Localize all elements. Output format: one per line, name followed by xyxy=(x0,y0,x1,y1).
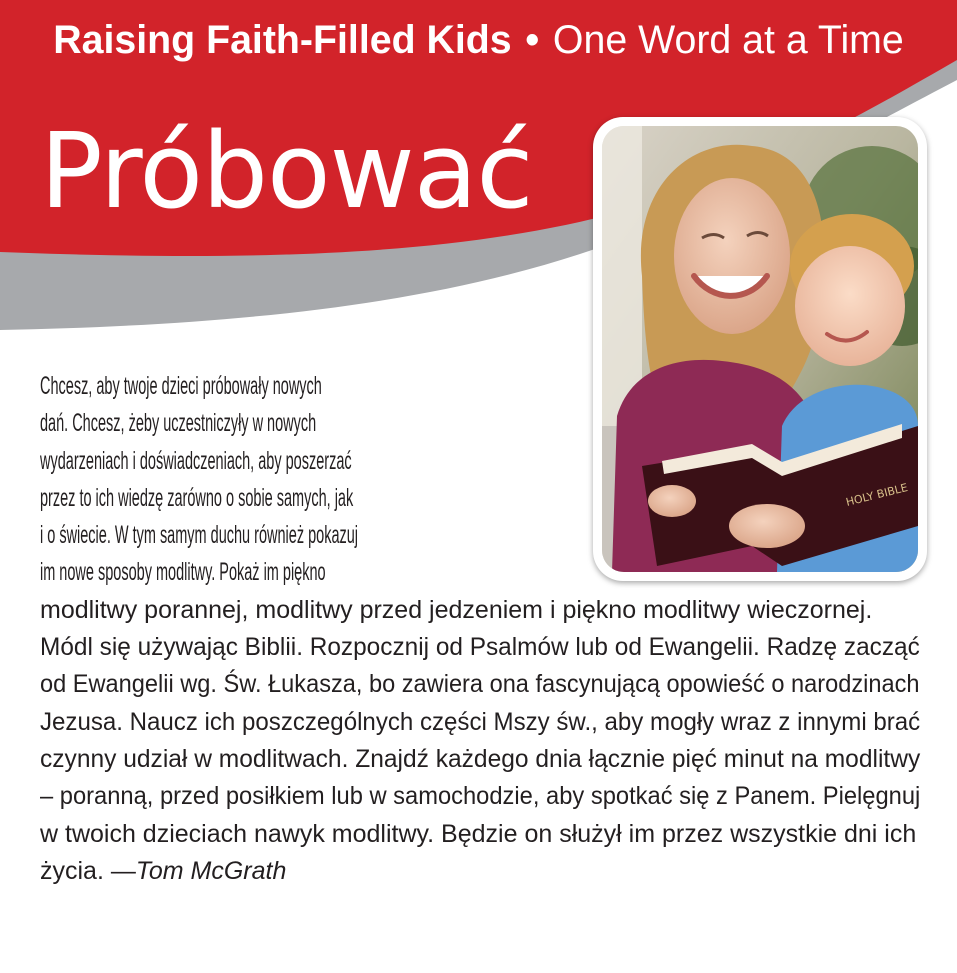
body-line: Módl się używając Biblii. Rozpocznij od Psalmów lub od Ewangelii. Radzę zacząć xyxy=(40,633,920,662)
body-line: w twoich dzieciach nawyk modlitwy. Będzie on służył im przez wszystkie dni ich xyxy=(40,819,917,848)
body-line: przez to ich wiedzę zarówno o sobie samych, jak xyxy=(40,483,354,512)
series-title xyxy=(9,18,949,63)
body-line: czynny udział w modlitwach. Znajdź każdego dnia łącznie pięć minut na modlitwy xyxy=(40,744,921,773)
body-line: Chcesz, aby twoje dzieci próbowały nowych xyxy=(40,372,322,400)
body-line: dań. Chcesz, żeby uczestniczyły w nowych xyxy=(40,409,317,438)
article-body xyxy=(40,368,920,890)
body-line: modlitwy porannej, modlitwy przed jedzeniem i piękno modlitwy wieczornej. xyxy=(40,595,873,624)
series-title-secondary: One Word at a Time xyxy=(552,18,904,62)
book-cover-text: HOLY BIBLE xyxy=(844,480,910,509)
series-title-primary: Raising Faith-Filled Kids xyxy=(53,18,512,62)
body-line-final-text: życia. — xyxy=(40,856,136,885)
body-line: wydarzeniach i doświadczeniach, aby poszerzać xyxy=(40,446,352,475)
body-line: od Ewangelii wg. Św. Łukasza, bo zawiera ona fascynującą opowieść o narodzinach xyxy=(40,670,920,699)
author-name: Tom McGrath xyxy=(135,856,287,885)
body-line: Jezusa. Naucz ich poszczególnych części Mszy św., aby mogły wraz z innymi brać xyxy=(40,707,921,736)
body-line: im nowe sposoby modlitwy. Pokaż im piękno xyxy=(40,558,326,587)
body-line-final xyxy=(40,853,920,890)
series-separator: • xyxy=(525,18,540,62)
word-of-the-day-title: Próbować xyxy=(40,110,533,232)
body-line: – poranną, przed posiłkiem lub w samochodzie, aby spotkać się z Panem. Pielęgnuj xyxy=(40,782,921,811)
body-line: i o świecie. W tym samym duchu również pokazuj xyxy=(40,521,359,550)
